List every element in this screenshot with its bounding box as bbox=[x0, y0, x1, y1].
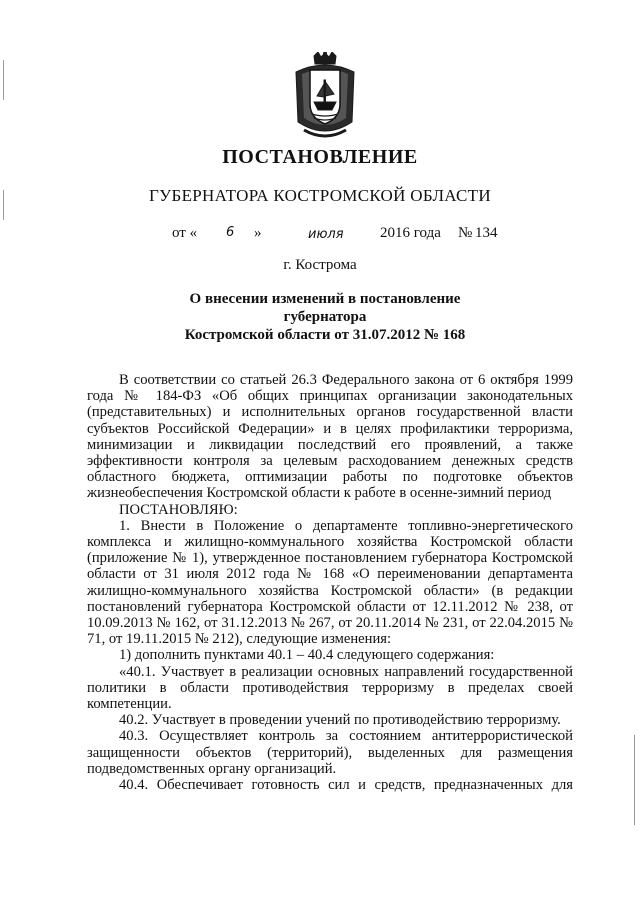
body-paragraph: «40.1. Участвует в реализации основных направлений государственной политики в области противодействия терроризму в пределах своей компетенции. bbox=[87, 663, 573, 713]
date-close: » bbox=[254, 225, 262, 241]
scan-edge-mark bbox=[3, 60, 4, 100]
body-paragraph: В соответствии со статьей 26.3 Федерального закона от 6 октября 1999 года № 184-ФЗ «Об общих принципах организации законодательных (представительных) и исполнительных органов государственной власти субъектов Российской Федерации» и в целях профилактики терроризма, минимизации и ликвидации последствий его проявлений, а также эффективности контроля за целевым расходованием денежных средств областного бюджета, оптимизации работы по подготовке объектов жизнеобеспечения Костромской области к работе в осенне-зимний период bbox=[87, 372, 573, 502]
body-paragraph: 40.3. Осуществляет контроль за состоянием антитеррористической защищенности объектов (территорий), выделенных для размещения подведомственных органу организаций. bbox=[87, 728, 573, 777]
body-paragraph: 40.4. Обеспечивает готовность сил и средств, предназначенных для bbox=[119, 777, 573, 794]
date-year: 2016 года bbox=[380, 225, 441, 241]
date-prefix: от « bbox=[172, 225, 198, 241]
document-issuer: ГУБЕРНАТОРА КОСТРОМСКОЙ ОБЛАСТИ bbox=[149, 186, 491, 205]
document-title: ПОСТАНОВЛЕНИЕ bbox=[222, 146, 418, 168]
scan-edge-mark bbox=[634, 735, 635, 825]
heading-line: О внесении изменений в постановление губернатора bbox=[189, 291, 461, 325]
heading-line: Костромской области от 31.07.2012 № 168 bbox=[184, 327, 466, 343]
body-paragraph: 1. Внести в Положение о департаменте топливно-энергетического комплекса и жилищно-коммунального хозяйства Костромской области (приложение № 1), утвержденное постановлением губернатора Костромской области от 31 июля 2012 года № 168 «О переименовании департамента жилищно-коммунального хозяйства Костромской области» (в редакции постановлений губернатора Костромской области от 12.11.2012 № 238, от 10.09.2013 № 162, от 31.12.2013 № 267, от 20.11.2014 № 231, от 22.04.2015 № 71, от 19.11.2015 № 212), следующие изменения: bbox=[87, 517, 573, 648]
date-month: июля bbox=[308, 227, 344, 242]
body-paragraph: ПОСТАНОВЛЯЮ: bbox=[119, 501, 238, 518]
date-day: 6 bbox=[226, 225, 235, 240]
body-paragraph: 40.2. Участвует в проведении учений по противодействию терроризму. bbox=[119, 712, 561, 729]
body-paragraph: 1) дополнить пунктами 40.1 – 40.4 следующего содержания: bbox=[119, 647, 495, 664]
coat-of-arms-emblem bbox=[290, 52, 360, 142]
decree-heading bbox=[150, 290, 500, 344]
number-prefix: № bbox=[458, 225, 473, 241]
decree-number: 134 bbox=[475, 225, 498, 241]
scan-edge-mark bbox=[3, 190, 4, 220]
document-body bbox=[87, 372, 573, 793]
city-line: г. Кострома bbox=[283, 257, 357, 273]
